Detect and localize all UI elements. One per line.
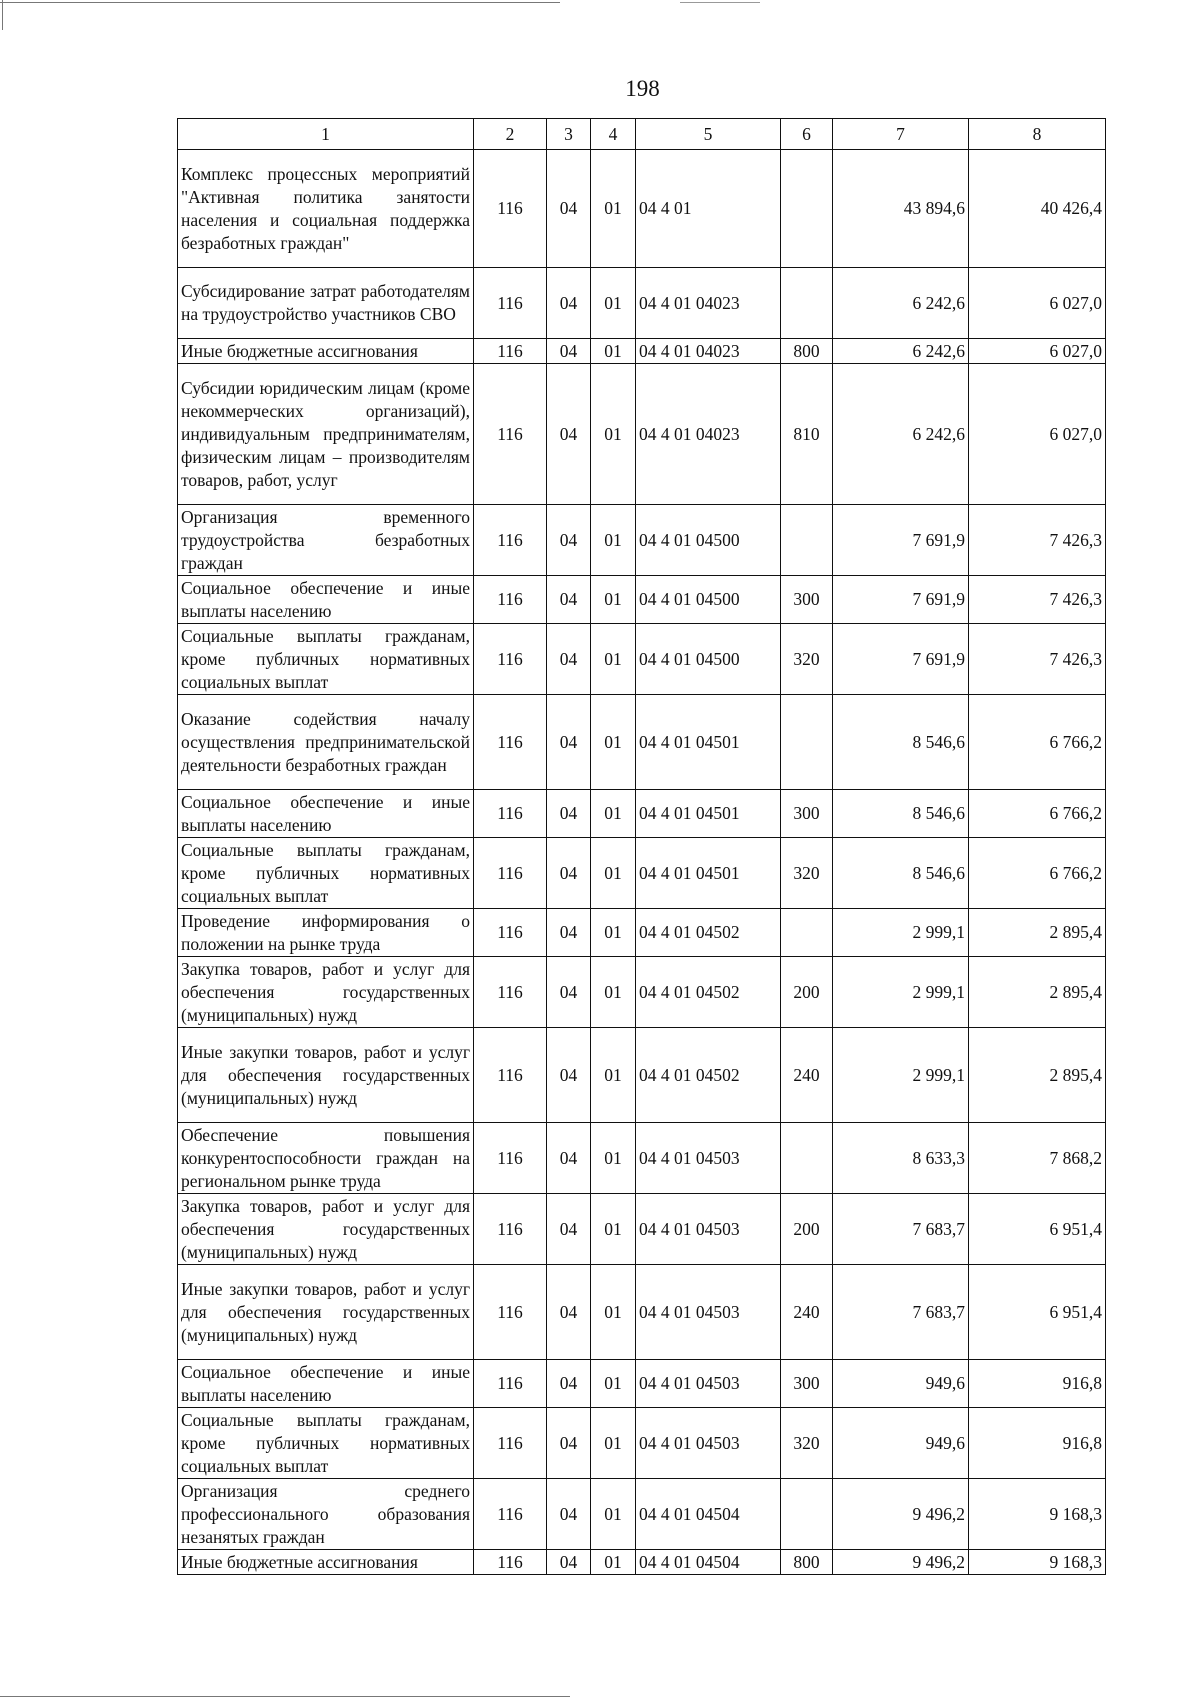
cell-ministry-code: 116 xyxy=(474,1479,547,1550)
cell-target-article: 04 4 01 04023 xyxy=(636,339,781,364)
cell-amount-year1: 8 546,6 xyxy=(833,838,969,909)
cell-section-code: 04 xyxy=(547,505,591,576)
cell-amount-year1: 8 546,6 xyxy=(833,695,969,790)
cell-target-article: 04 4 01 04502 xyxy=(636,909,781,957)
cell-expense-type: 320 xyxy=(781,838,833,909)
cell-item-name: Социальное обеспечение и иные выплаты населению xyxy=(178,790,474,838)
table-row xyxy=(178,339,1106,364)
cell-expense-type: 300 xyxy=(781,576,833,624)
cell-amount-year1: 8 633,3 xyxy=(833,1123,969,1194)
cell-item-name: Обеспечение повышения конкурентоспособности граждан на региональном рынке труда xyxy=(178,1123,474,1194)
cell-target-article: 04 4 01 04503 xyxy=(636,1408,781,1479)
cell-item-name: Закупка товаров, работ и услуг для обеспечения государственных (муниципальных) нужд xyxy=(178,957,474,1028)
cell-section-code: 04 xyxy=(547,1408,591,1479)
cell-section-code: 04 xyxy=(547,1194,591,1265)
cell-amount-year2: 916,8 xyxy=(969,1360,1106,1408)
cell-target-article: 04 4 01 04023 xyxy=(636,268,781,339)
cell-ministry-code: 116 xyxy=(474,838,547,909)
cell-target-article: 04 4 01 04500 xyxy=(636,576,781,624)
cell-ministry-code: 116 xyxy=(474,505,547,576)
scan-edge-top-fragment xyxy=(680,2,760,3)
cell-amount-year1: 9 496,2 xyxy=(833,1479,969,1550)
cell-subsection-code: 01 xyxy=(591,1550,636,1575)
cell-amount-year2: 6 027,0 xyxy=(969,268,1106,339)
cell-subsection-code: 01 xyxy=(591,1479,636,1550)
table-row xyxy=(178,957,1106,1028)
cell-amount-year2: 2 895,4 xyxy=(969,957,1106,1028)
cell-amount-year1: 2 999,1 xyxy=(833,1028,969,1123)
cell-section-code: 04 xyxy=(547,1028,591,1123)
page-number: 198 xyxy=(625,76,660,101)
cell-ministry-code: 116 xyxy=(474,790,547,838)
table-row xyxy=(178,838,1106,909)
cell-expense-type: 240 xyxy=(781,1028,833,1123)
cell-ministry-code: 116 xyxy=(474,1028,547,1123)
cell-section-code: 04 xyxy=(547,1360,591,1408)
cell-expense-type: 800 xyxy=(781,1550,833,1575)
cell-expense-type xyxy=(781,505,833,576)
cell-item-name: Социальное обеспечение и иные выплаты населению xyxy=(178,1360,474,1408)
column-header: 6 xyxy=(781,119,833,150)
cell-amount-year1: 2 999,1 xyxy=(833,957,969,1028)
cell-amount-year2: 7 426,3 xyxy=(969,576,1106,624)
cell-amount-year2: 40 426,4 xyxy=(969,150,1106,268)
cell-amount-year2: 916,8 xyxy=(969,1408,1106,1479)
cell-expense-type xyxy=(781,695,833,790)
cell-item-name: Организация среднего профессионального образования незанятых граждан xyxy=(178,1479,474,1550)
cell-amount-year1: 7 691,9 xyxy=(833,505,969,576)
cell-subsection-code: 01 xyxy=(591,1028,636,1123)
table-body xyxy=(178,150,1106,1575)
cell-target-article: 04 4 01 04502 xyxy=(636,1028,781,1123)
cell-subsection-code: 01 xyxy=(591,838,636,909)
cell-amount-year1: 6 242,6 xyxy=(833,339,969,364)
cell-section-code: 04 xyxy=(547,1123,591,1194)
cell-subsection-code: 01 xyxy=(591,1194,636,1265)
cell-amount-year2: 2 895,4 xyxy=(969,1028,1106,1123)
cell-section-code: 04 xyxy=(547,364,591,505)
cell-item-name: Комплекс процессных мероприятий "Активная политика занятости населения и социальная поддержка безработных граждан" xyxy=(178,150,474,268)
cell-amount-year1: 949,6 xyxy=(833,1408,969,1479)
table-row xyxy=(178,624,1106,695)
table-row xyxy=(178,1028,1106,1123)
table-row xyxy=(178,695,1106,790)
cell-section-code: 04 xyxy=(547,1265,591,1360)
cell-item-name: Иные бюджетные ассигнования xyxy=(178,1550,474,1575)
cell-amount-year1: 2 999,1 xyxy=(833,909,969,957)
cell-subsection-code: 01 xyxy=(591,1265,636,1360)
cell-expense-type xyxy=(781,1479,833,1550)
cell-amount-year2: 9 168,3 xyxy=(969,1550,1106,1575)
table-row xyxy=(178,576,1106,624)
cell-subsection-code: 01 xyxy=(591,1360,636,1408)
cell-ministry-code: 116 xyxy=(474,268,547,339)
cell-item-name: Оказание содействия началу осуществления предпринимательской деятельности безработных граждан xyxy=(178,695,474,790)
cell-section-code: 04 xyxy=(547,838,591,909)
table-row xyxy=(178,1194,1106,1265)
column-header: 2 xyxy=(474,119,547,150)
cell-ministry-code: 116 xyxy=(474,1265,547,1360)
cell-item-name: Иные закупки товаров, работ и услуг для обеспечения государственных (муниципальных) нужд xyxy=(178,1265,474,1360)
cell-subsection-code: 01 xyxy=(591,909,636,957)
column-header: 7 xyxy=(833,119,969,150)
cell-target-article: 04 4 01 xyxy=(636,150,781,268)
cell-ministry-code: 116 xyxy=(474,1360,547,1408)
column-header: 1 xyxy=(178,119,474,150)
table-row xyxy=(178,1123,1106,1194)
cell-ministry-code: 116 xyxy=(474,909,547,957)
cell-amount-year2: 7 426,3 xyxy=(969,505,1106,576)
table-row xyxy=(178,505,1106,576)
cell-target-article: 04 4 01 04023 xyxy=(636,364,781,505)
header-row xyxy=(178,119,1106,150)
cell-subsection-code: 01 xyxy=(591,790,636,838)
cell-section-code: 04 xyxy=(547,268,591,339)
column-header: 8 xyxy=(969,119,1106,150)
cell-subsection-code: 01 xyxy=(591,150,636,268)
cell-expense-type xyxy=(781,268,833,339)
table-row xyxy=(178,1265,1106,1360)
cell-section-code: 04 xyxy=(547,695,591,790)
scan-edge-bottom xyxy=(0,1696,570,1697)
cell-item-name: Социальные выплаты гражданам, кроме публичных нормативных социальных выплат xyxy=(178,838,474,909)
cell-ministry-code: 116 xyxy=(474,364,547,505)
cell-ministry-code: 116 xyxy=(474,1550,547,1575)
table-row xyxy=(178,1408,1106,1479)
cell-target-article: 04 4 01 04503 xyxy=(636,1265,781,1360)
cell-expense-type: 300 xyxy=(781,1360,833,1408)
cell-amount-year1: 949,6 xyxy=(833,1360,969,1408)
cell-target-article: 04 4 01 04503 xyxy=(636,1360,781,1408)
cell-amount-year2: 7 426,3 xyxy=(969,624,1106,695)
cell-expense-type: 240 xyxy=(781,1265,833,1360)
cell-amount-year1: 43 894,6 xyxy=(833,150,969,268)
scan-edge-left xyxy=(2,0,3,30)
table-row xyxy=(178,1360,1106,1408)
cell-item-name: Иные бюджетные ассигнования xyxy=(178,339,474,364)
cell-amount-year2: 6 027,0 xyxy=(969,364,1106,505)
cell-amount-year1: 6 242,6 xyxy=(833,364,969,505)
cell-amount-year2: 6 766,2 xyxy=(969,695,1106,790)
cell-ministry-code: 116 xyxy=(474,339,547,364)
cell-subsection-code: 01 xyxy=(591,957,636,1028)
cell-item-name: Социальное обеспечение и иные выплаты населению xyxy=(178,576,474,624)
cell-amount-year2: 9 168,3 xyxy=(969,1479,1106,1550)
cell-amount-year2: 6 766,2 xyxy=(969,790,1106,838)
cell-item-name: Субсидирование затрат работодателям на трудоустройство участников СВО xyxy=(178,268,474,339)
cell-section-code: 04 xyxy=(547,909,591,957)
column-header: 5 xyxy=(636,119,781,150)
cell-amount-year2: 6 951,4 xyxy=(969,1265,1106,1360)
cell-amount-year2: 6 027,0 xyxy=(969,339,1106,364)
cell-section-code: 04 xyxy=(547,1550,591,1575)
cell-expense-type: 800 xyxy=(781,339,833,364)
cell-amount-year2: 6 951,4 xyxy=(969,1194,1106,1265)
cell-expense-type xyxy=(781,909,833,957)
cell-subsection-code: 01 xyxy=(591,1408,636,1479)
cell-subsection-code: 01 xyxy=(591,695,636,790)
cell-target-article: 04 4 01 04503 xyxy=(636,1123,781,1194)
cell-target-article: 04 4 01 04501 xyxy=(636,790,781,838)
table-row xyxy=(178,1479,1106,1550)
cell-amount-year1: 7 683,7 xyxy=(833,1265,969,1360)
cell-amount-year2: 7 868,2 xyxy=(969,1123,1106,1194)
cell-target-article: 04 4 01 04502 xyxy=(636,957,781,1028)
cell-ministry-code: 116 xyxy=(474,624,547,695)
cell-ministry-code: 116 xyxy=(474,1408,547,1479)
cell-target-article: 04 4 01 04504 xyxy=(636,1479,781,1550)
table-row xyxy=(178,790,1106,838)
cell-item-name: Закупка товаров, работ и услуг для обеспечения государственных (муниципальных) нужд xyxy=(178,1194,474,1265)
cell-section-code: 04 xyxy=(547,790,591,838)
cell-ministry-code: 116 xyxy=(474,695,547,790)
column-header: 4 xyxy=(591,119,636,150)
cell-section-code: 04 xyxy=(547,576,591,624)
cell-amount-year2: 6 766,2 xyxy=(969,838,1106,909)
cell-ministry-code: 116 xyxy=(474,150,547,268)
cell-expense-type: 320 xyxy=(781,624,833,695)
cell-expense-type xyxy=(781,150,833,268)
cell-target-article: 04 4 01 04501 xyxy=(636,838,781,909)
cell-ministry-code: 116 xyxy=(474,1194,547,1265)
cell-expense-type: 200 xyxy=(781,1194,833,1265)
cell-section-code: 04 xyxy=(547,150,591,268)
cell-subsection-code: 01 xyxy=(591,576,636,624)
cell-target-article: 04 4 01 04500 xyxy=(636,624,781,695)
cell-target-article: 04 4 01 04504 xyxy=(636,1550,781,1575)
cell-amount-year1: 7 691,9 xyxy=(833,624,969,695)
table-row xyxy=(178,1550,1106,1575)
cell-expense-type xyxy=(781,1123,833,1194)
cell-section-code: 04 xyxy=(547,624,591,695)
table-row xyxy=(178,268,1106,339)
cell-subsection-code: 01 xyxy=(591,624,636,695)
cell-amount-year1: 7 683,7 xyxy=(833,1194,969,1265)
scan-edge-top xyxy=(0,2,560,3)
cell-target-article: 04 4 01 04500 xyxy=(636,505,781,576)
table-row xyxy=(178,150,1106,268)
table-row xyxy=(178,364,1106,505)
cell-section-code: 04 xyxy=(547,1479,591,1550)
cell-item-name: Субсидии юридическим лицам (кроме некоммерческих организаций), индивидуальным предпринимателям, физическим лицам – производителям товаров, работ, услуг xyxy=(178,364,474,505)
cell-item-name: Организация временного трудоустройства безработных граждан xyxy=(178,505,474,576)
cell-expense-type: 320 xyxy=(781,1408,833,1479)
column-header: 3 xyxy=(547,119,591,150)
cell-amount-year1: 7 691,9 xyxy=(833,576,969,624)
cell-expense-type: 300 xyxy=(781,790,833,838)
cell-item-name: Проведение информирования о положении на рынке труда xyxy=(178,909,474,957)
cell-section-code: 04 xyxy=(547,339,591,364)
cell-target-article: 04 4 01 04501 xyxy=(636,695,781,790)
cell-amount-year1: 6 242,6 xyxy=(833,268,969,339)
cell-item-name: Социальные выплаты гражданам, кроме публичных нормативных социальных выплат xyxy=(178,624,474,695)
cell-subsection-code: 01 xyxy=(591,364,636,505)
cell-ministry-code: 116 xyxy=(474,1123,547,1194)
table-row xyxy=(178,909,1106,957)
cell-item-name: Иные закупки товаров, работ и услуг для обеспечения государственных (муниципальных) нужд xyxy=(178,1028,474,1123)
cell-item-name: Социальные выплаты гражданам, кроме публичных нормативных социальных выплат xyxy=(178,1408,474,1479)
cell-subsection-code: 01 xyxy=(591,1123,636,1194)
budget-table xyxy=(177,118,1106,1575)
cell-subsection-code: 01 xyxy=(591,505,636,576)
cell-amount-year1: 8 546,6 xyxy=(833,790,969,838)
cell-ministry-code: 116 xyxy=(474,576,547,624)
cell-expense-type: 200 xyxy=(781,957,833,1028)
cell-amount-year2: 2 895,4 xyxy=(969,909,1106,957)
cell-expense-type: 810 xyxy=(781,364,833,505)
cell-subsection-code: 01 xyxy=(591,339,636,364)
cell-target-article: 04 4 01 04503 xyxy=(636,1194,781,1265)
cell-subsection-code: 01 xyxy=(591,268,636,339)
cell-section-code: 04 xyxy=(547,957,591,1028)
cell-amount-year1: 9 496,2 xyxy=(833,1550,969,1575)
cell-ministry-code: 116 xyxy=(474,957,547,1028)
